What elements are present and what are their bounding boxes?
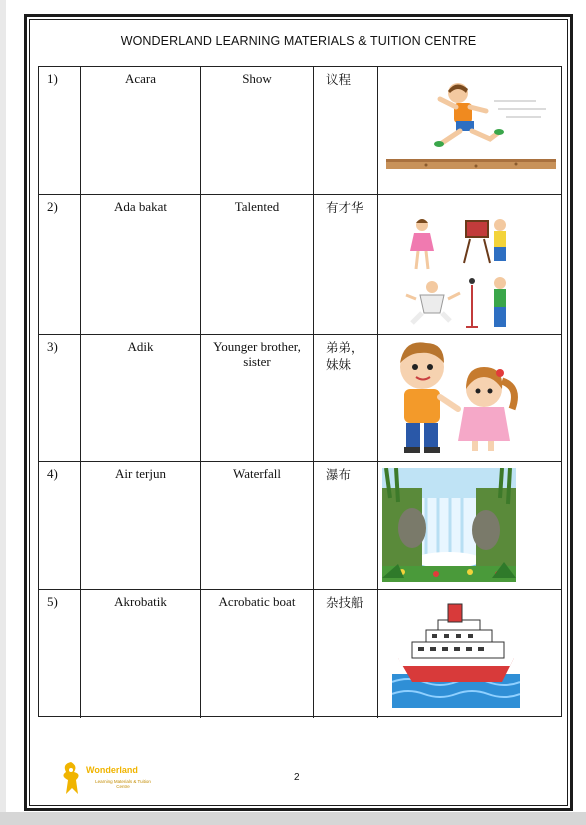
waterfall-picture (382, 468, 516, 582)
malay-word: Adik (81, 335, 201, 461)
viewer-background-bottom (0, 812, 586, 825)
table-row (39, 335, 561, 462)
vocabulary-table (38, 66, 562, 717)
chinese-word: 有才华 (314, 195, 378, 334)
row-number: 3) (39, 335, 81, 461)
talented-children-picture (404, 215, 534, 331)
malay-word: Akrobatik (81, 590, 201, 718)
picture-cell (378, 590, 561, 718)
logo-figure-icon (58, 760, 84, 796)
cruise-ship-picture (392, 600, 520, 708)
picture-cell (378, 195, 561, 334)
english-word: Waterfall (201, 462, 314, 589)
chinese-word: 杂技船 (314, 590, 378, 718)
viewer-background (0, 0, 6, 825)
picture-cell (378, 462, 561, 589)
long-jump-picture (386, 81, 556, 177)
page-number: 2 (294, 772, 300, 783)
wonderland-logo (56, 760, 166, 796)
row-number: 5) (39, 590, 81, 718)
table-row (39, 195, 561, 335)
english-word: Acrobatic boat (201, 590, 314, 718)
chinese-word: 弟弟，妹妹 (314, 335, 378, 461)
brother-sister-picture (382, 337, 527, 455)
chinese-word: 瀑布 (314, 462, 378, 589)
document-header: WONDERLAND LEARNING MATERIALS & TUITION CENTRE (120, 34, 477, 48)
row-number: 2) (39, 195, 81, 334)
table-row (39, 590, 561, 718)
malay-word: Ada bakat (81, 195, 201, 334)
table-row (39, 462, 561, 590)
malay-word: Acara (81, 67, 201, 194)
table-row (39, 67, 561, 195)
picture-cell (378, 335, 561, 461)
logo-name: Wonderland (86, 765, 138, 775)
english-word: Show (201, 67, 314, 194)
english-word: Younger brother, sister (201, 335, 314, 461)
malay-word: Air terjun (81, 462, 201, 589)
logo-tagline: Learning Materials & Tuition Centre (95, 779, 151, 789)
chinese-word: 议程 (314, 67, 378, 194)
row-number: 4) (39, 462, 81, 589)
row-number: 1) (39, 67, 81, 194)
picture-cell (378, 67, 561, 194)
english-word: Talented (201, 195, 314, 334)
